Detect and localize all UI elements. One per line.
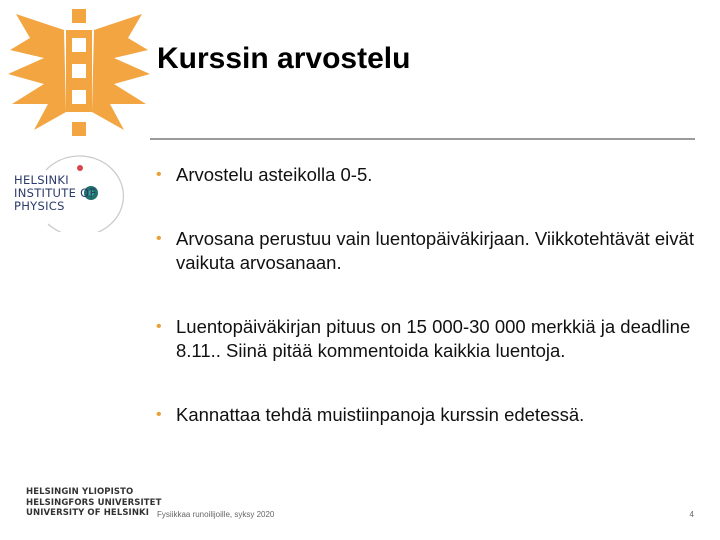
bullet-item: • Arvostelu asteikolla 0-5. — [155, 163, 700, 187]
institute-name-line: PHYSICS — [14, 199, 65, 213]
university-name-line: HELSINGIN YLIOPISTO — [26, 487, 134, 497]
university-name-line: HELSINGFORS UNIVERSITET — [26, 497, 162, 508]
institute-name-line: HELSINKI — [14, 173, 69, 187]
university-sun-logo — [4, 4, 154, 144]
institute-name-line: INSTITUTE OF — [14, 186, 97, 200]
slide-footer: Fysiikkaa runoilijoille, syksy 2020 — [157, 510, 275, 519]
slide-title: Kurssin arvostelu — [157, 42, 411, 75]
institute-name — [14, 174, 96, 213]
university-name-line: UNIVERSITY OF HELSINKI — [26, 508, 149, 518]
bullet-item: • Kannattaa tehdä muistiinpanoja kurssin edetessä. — [155, 403, 700, 427]
page-number: 4 — [689, 510, 694, 519]
bullet-item: • Arvosana perustuu vain luentopäiväkirjaan. Viikkotehtävät eivät vaikuta arvosanaan. — [155, 227, 700, 275]
bullet-list — [155, 163, 700, 427]
title-divider — [150, 138, 695, 140]
bullet-item: • Luentopäiväkirjan pituus on 15 000-30 000 merkkiä ja deadline 8.11.. Siinä pitää kommentoida kaikkia luentoja. — [155, 315, 700, 363]
university-name — [26, 487, 161, 519]
